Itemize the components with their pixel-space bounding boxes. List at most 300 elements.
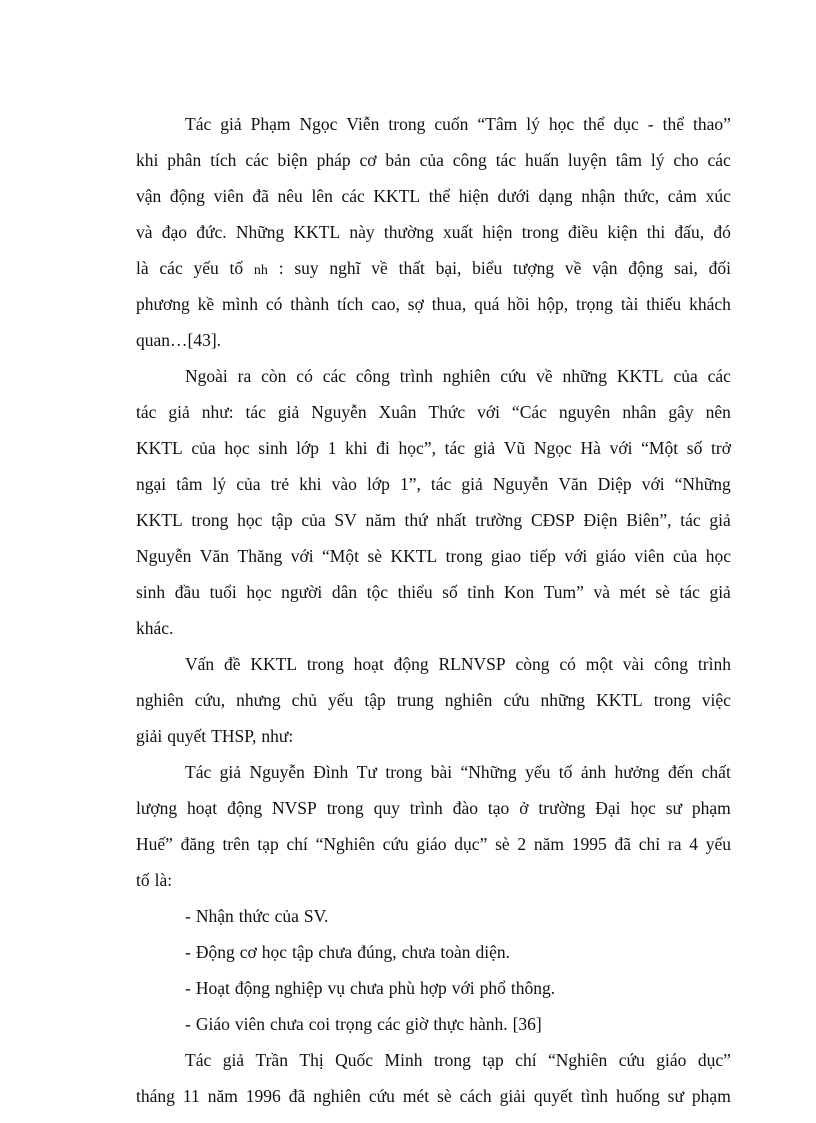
word: giả: [277, 402, 300, 422]
word: Đại: [595, 798, 621, 818]
word: ra: [667, 834, 682, 854]
word: này: [349, 222, 375, 242]
word: Xuân: [378, 402, 417, 422]
word: bại,: [435, 258, 462, 278]
word: tác: [495, 150, 517, 170]
word: tâm: [176, 474, 203, 494]
word: năm: [365, 510, 396, 530]
word: trong: [388, 114, 426, 134]
word: Hoạt: [195, 978, 230, 998]
word: thức: [238, 906, 270, 926]
word: là: [136, 258, 149, 278]
word: khi: [136, 150, 159, 170]
word: KKTL: [136, 510, 183, 530]
word: -: [185, 942, 191, 962]
word: Tum”: [543, 582, 584, 602]
word: tâm: [615, 150, 642, 170]
text-line: [136, 1078, 731, 1114]
text-line: [136, 1042, 731, 1078]
word: đúng,: [357, 942, 397, 962]
word: RLNVSP: [438, 654, 506, 674]
word: thông.: [510, 978, 556, 998]
word: vận: [136, 186, 162, 206]
word: “Nghiên: [548, 1050, 608, 1070]
word: phổ: [479, 978, 506, 998]
word: Tư: [356, 762, 377, 782]
word: giáo: [656, 1050, 687, 1070]
text-line: [136, 862, 731, 898]
word: nh: [253, 263, 268, 278]
word: về: [371, 258, 388, 278]
word: SV: [334, 510, 357, 530]
word: đào: [452, 798, 478, 818]
word: số: [686, 438, 703, 458]
word: Huế”: [136, 834, 173, 854]
word: CĐSP: [530, 510, 575, 530]
word: Nguyễn: [311, 402, 367, 422]
word: chí: [515, 1050, 537, 1070]
word: nghiên: [442, 366, 491, 386]
word: yếu: [328, 690, 354, 710]
text-line: [136, 178, 731, 214]
word: của: [191, 438, 216, 458]
word: Phạm: [250, 114, 291, 134]
word: thiểu: [397, 582, 433, 602]
word: dục”: [454, 834, 488, 854]
word: Biên”,: [626, 510, 672, 530]
word: của: [672, 546, 698, 566]
word: Động: [195, 942, 235, 962]
word: tác: [679, 582, 700, 602]
word: giả: [222, 1050, 245, 1070]
word: Hà: [580, 438, 601, 458]
word: các: [159, 258, 183, 278]
word: dạng: [538, 186, 573, 206]
word: cứu,: [194, 690, 226, 710]
word: nhất: [436, 510, 467, 530]
word: đi: [376, 438, 390, 458]
list-item: [136, 898, 731, 934]
word: đề: [224, 654, 241, 674]
word: các: [322, 366, 347, 386]
word: Đình: [313, 762, 349, 782]
word: 1995: [571, 834, 607, 854]
word: nhận: [581, 186, 616, 206]
word: lớp: [366, 474, 390, 494]
word: học: [705, 546, 731, 566]
word: vụ: [327, 978, 345, 998]
word: diện.: [475, 942, 511, 962]
word: trong: [385, 762, 423, 782]
word: việc: [701, 690, 731, 710]
word: vận: [592, 258, 618, 278]
word: nguyên: [558, 402, 611, 422]
word: gây: [668, 402, 694, 422]
word: biện: [277, 150, 308, 170]
word: giáo: [416, 834, 447, 854]
word: với: [641, 474, 665, 494]
word: có: [296, 366, 313, 386]
word: Văn: [558, 474, 588, 494]
word: ảnh: [580, 762, 607, 782]
word: các: [245, 150, 269, 170]
word: Nhận: [195, 906, 234, 926]
word: phân: [167, 150, 202, 170]
word: quá: [474, 294, 500, 314]
word: sè: [495, 834, 510, 854]
word: đăng: [180, 834, 215, 854]
word: trong: [445, 546, 483, 566]
word: công: [452, 150, 487, 170]
word: coi: [308, 1014, 331, 1034]
word: lý: [526, 114, 540, 134]
document-page: [136, 106, 731, 1114]
word: điều: [567, 222, 599, 242]
word: có: [559, 654, 576, 674]
word: Nguyễn: [136, 546, 192, 566]
word: năm: [207, 1086, 238, 1106]
word: phù: [388, 978, 416, 998]
word: mét: [619, 582, 646, 602]
word: luyện: [567, 150, 607, 170]
word: yếu: [525, 762, 551, 782]
word: với: [451, 978, 475, 998]
word: tượng: [513, 258, 555, 278]
word: thất: [398, 258, 425, 278]
word: học”,: [398, 438, 436, 458]
word: tình: [580, 1086, 608, 1106]
word: đức.: [196, 222, 227, 242]
word: số: [442, 582, 458, 602]
word: và: [136, 222, 153, 242]
word: nhân: [622, 402, 657, 422]
word: KKTL: [136, 438, 183, 458]
text-line: [136, 682, 731, 718]
word: đó: [713, 222, 731, 242]
text-line: [136, 466, 731, 502]
word: thành: [290, 294, 330, 314]
word: Viễn: [346, 114, 380, 134]
word: hưởng: [614, 762, 660, 782]
word: giả: [473, 438, 496, 458]
word: lớp: [296, 438, 320, 458]
word: các: [341, 186, 365, 206]
word: học: [224, 438, 250, 458]
word: tố: [229, 258, 244, 278]
word: sai,: [674, 258, 698, 278]
word: Nguyễn: [492, 474, 549, 494]
word: “Những: [460, 762, 517, 782]
word: Ngọc: [533, 438, 572, 458]
word: tháng: [136, 1086, 175, 1106]
word: đạo: [161, 222, 188, 242]
word: :: [278, 258, 284, 278]
word: của: [274, 906, 299, 926]
word: kề: [197, 294, 215, 314]
text-line: [136, 358, 731, 394]
word: hoạt: [353, 654, 384, 674]
word: khi: [299, 474, 322, 494]
word: nghiệp: [274, 978, 323, 998]
word: 4: [689, 834, 698, 854]
word: Trần: [255, 1050, 288, 1070]
word: đấu,: [674, 222, 705, 242]
word: “Tâm: [477, 114, 518, 134]
word: giáo: [595, 546, 626, 566]
text-line: [136, 646, 731, 682]
word: học: [237, 510, 263, 530]
text-line: [136, 214, 731, 250]
word: công: [355, 366, 390, 386]
word: [36]: [512, 1014, 542, 1034]
word: đã: [614, 834, 632, 854]
word: trong: [306, 654, 344, 674]
word: hồi: [507, 294, 530, 314]
word: sinh: [258, 438, 288, 458]
word: -: [185, 906, 191, 926]
word: sinh: [136, 582, 166, 602]
word: Văn: [199, 546, 230, 566]
word: trong: [653, 690, 691, 710]
word: và: [593, 582, 611, 602]
word: trường: [538, 798, 586, 818]
word: như:: [201, 402, 234, 422]
word: 2: [517, 834, 527, 854]
word: của: [236, 474, 261, 494]
word: quy: [373, 798, 400, 818]
text-line: [136, 538, 731, 574]
word: đã: [288, 1086, 306, 1106]
word: bài: [430, 762, 453, 782]
word: hành.: [469, 1014, 508, 1034]
word: tộc: [366, 582, 389, 602]
word: cứu: [500, 366, 527, 386]
word: với: [290, 546, 314, 566]
word: phạm: [691, 1086, 731, 1106]
word: lượng: [136, 798, 178, 818]
word: còng: [515, 654, 550, 674]
word: mét: [402, 1086, 430, 1106]
word: -: [185, 978, 191, 998]
word: chí: [286, 834, 308, 854]
word: phạm: [691, 798, 731, 818]
word: Tác: [185, 1050, 212, 1070]
word: có: [265, 294, 283, 314]
word: đã: [252, 186, 269, 206]
word: tài: [620, 294, 639, 314]
word: thực: [433, 1014, 465, 1034]
text-line: [136, 718, 731, 754]
word: trung: [396, 690, 434, 710]
word: 11: [182, 1086, 200, 1106]
word: KKTL: [373, 186, 421, 206]
word: ngại: [136, 474, 167, 494]
text-line: [136, 790, 731, 826]
word: học: [630, 798, 656, 818]
text-line: [136, 826, 731, 862]
word: KKTL: [293, 222, 341, 242]
word: trình: [409, 798, 443, 818]
word: tố: [558, 762, 573, 782]
word: tuổi: [209, 582, 237, 602]
word: giải: [136, 726, 163, 746]
word: lý: [212, 474, 227, 494]
word: nêu: [277, 186, 303, 206]
word: đối: [708, 258, 731, 278]
word: sợ: [407, 294, 424, 314]
word: giả: [220, 114, 242, 134]
word: giả: [709, 582, 731, 602]
word: “Một: [322, 546, 359, 566]
word: thường: [383, 222, 434, 242]
word: nghiên: [136, 690, 184, 710]
word: giả: [461, 474, 483, 494]
list-item: [136, 1006, 731, 1042]
word: thứ: [404, 510, 428, 530]
word: nhưng: [236, 690, 281, 710]
word: tác: [136, 402, 157, 422]
word: lý: [650, 150, 665, 170]
word: tạo: [487, 798, 510, 818]
word: của: [419, 150, 444, 170]
word: chỉ: [638, 834, 661, 854]
word: cứu: [382, 834, 409, 854]
word: Minh: [384, 1050, 423, 1070]
word: quan…[43].: [136, 330, 222, 350]
word: Kon: [504, 582, 535, 602]
word: NVSP: [272, 798, 317, 818]
word: dục”: [697, 1050, 731, 1070]
word: yếu: [705, 834, 731, 854]
word: trẻ: [270, 474, 290, 494]
word: suy: [294, 258, 319, 278]
word: là:: [154, 870, 173, 890]
word: cứu: [368, 1086, 395, 1106]
word: tập: [292, 942, 314, 962]
word: tạp: [482, 1050, 504, 1070]
word: học: [548, 114, 575, 134]
word: giải: [499, 1086, 526, 1106]
word: xúc: [705, 186, 731, 206]
word: giao: [491, 546, 522, 566]
word: huống: [615, 1086, 660, 1106]
word: cao,: [371, 294, 400, 314]
word: Quốc: [335, 1050, 374, 1070]
word: sư: [667, 1086, 684, 1106]
word: toàn: [440, 942, 471, 962]
word: tập: [271, 510, 293, 530]
word: của: [301, 510, 326, 530]
word: Thăng: [237, 546, 283, 566]
word: động: [628, 258, 664, 278]
text-line: [136, 610, 731, 646]
word: tập: [364, 690, 386, 710]
text-line: [136, 574, 731, 610]
word: trọng: [335, 1014, 373, 1034]
word: trong: [521, 222, 559, 242]
word: đầu: [174, 582, 201, 602]
word: THSP,: [211, 726, 257, 746]
word: tác: [430, 474, 452, 494]
word: Thức: [428, 402, 466, 422]
list-item: [136, 970, 731, 1006]
word: trên: [222, 834, 250, 854]
word: 1”,: [399, 474, 421, 494]
word: với: [477, 402, 500, 422]
word: Tác: [185, 762, 212, 782]
word: Giáo: [195, 1014, 230, 1034]
word: cảm: [667, 186, 697, 206]
word: trọng: [575, 294, 613, 314]
word: -: [185, 1014, 191, 1034]
word: cứu: [618, 1050, 645, 1070]
word: Ngọc: [299, 114, 338, 134]
text-line: [136, 430, 731, 466]
word: trong: [191, 510, 229, 530]
word: 1996: [245, 1086, 281, 1106]
word: tác: [680, 510, 701, 530]
text-line: [136, 250, 731, 286]
word: sè: [655, 582, 670, 602]
word: trong: [326, 798, 364, 818]
word: động: [393, 654, 429, 674]
word: tỉnh: [467, 582, 495, 602]
word: trở: [711, 438, 731, 458]
word: những: [540, 690, 586, 710]
word: cuốn: [434, 114, 469, 134]
word: biểu: [472, 258, 503, 278]
word: động: [169, 186, 205, 206]
word: Vấn: [185, 654, 215, 674]
word: chưa: [350, 978, 384, 998]
word: 1: [327, 438, 337, 458]
word: cơ: [359, 150, 377, 170]
word: dục: [613, 114, 639, 134]
word: huấn: [524, 150, 560, 170]
word: trình: [399, 366, 433, 386]
word: Những: [235, 222, 285, 242]
word: tích: [210, 150, 237, 170]
word: thi: [646, 222, 666, 242]
word: hiện: [458, 186, 489, 206]
word: giả: [709, 510, 731, 530]
word: thao”: [693, 114, 731, 134]
word: những: [562, 366, 608, 386]
word: chưa: [401, 942, 436, 962]
word: Nguyễn: [249, 762, 305, 782]
word: cơ: [239, 942, 257, 962]
word: tố: [136, 870, 150, 890]
word: Tác: [185, 114, 212, 134]
word: nghĩ: [329, 258, 361, 278]
word: trường: [475, 510, 523, 530]
word: vài: [622, 654, 645, 674]
word: cho: [673, 150, 699, 170]
word: các: [707, 150, 731, 170]
word: với: [564, 546, 588, 566]
word: “Một: [641, 438, 679, 458]
word: sè: [367, 546, 383, 566]
word: công: [654, 654, 689, 674]
word: giờ: [405, 1014, 429, 1034]
word: Thị: [299, 1050, 324, 1070]
word: thể: [583, 114, 605, 134]
word: KKTL: [390, 546, 438, 566]
word: viên: [234, 1014, 265, 1034]
word: các: [707, 366, 731, 386]
text-line: [136, 754, 731, 790]
word: nghiên: [444, 690, 493, 710]
